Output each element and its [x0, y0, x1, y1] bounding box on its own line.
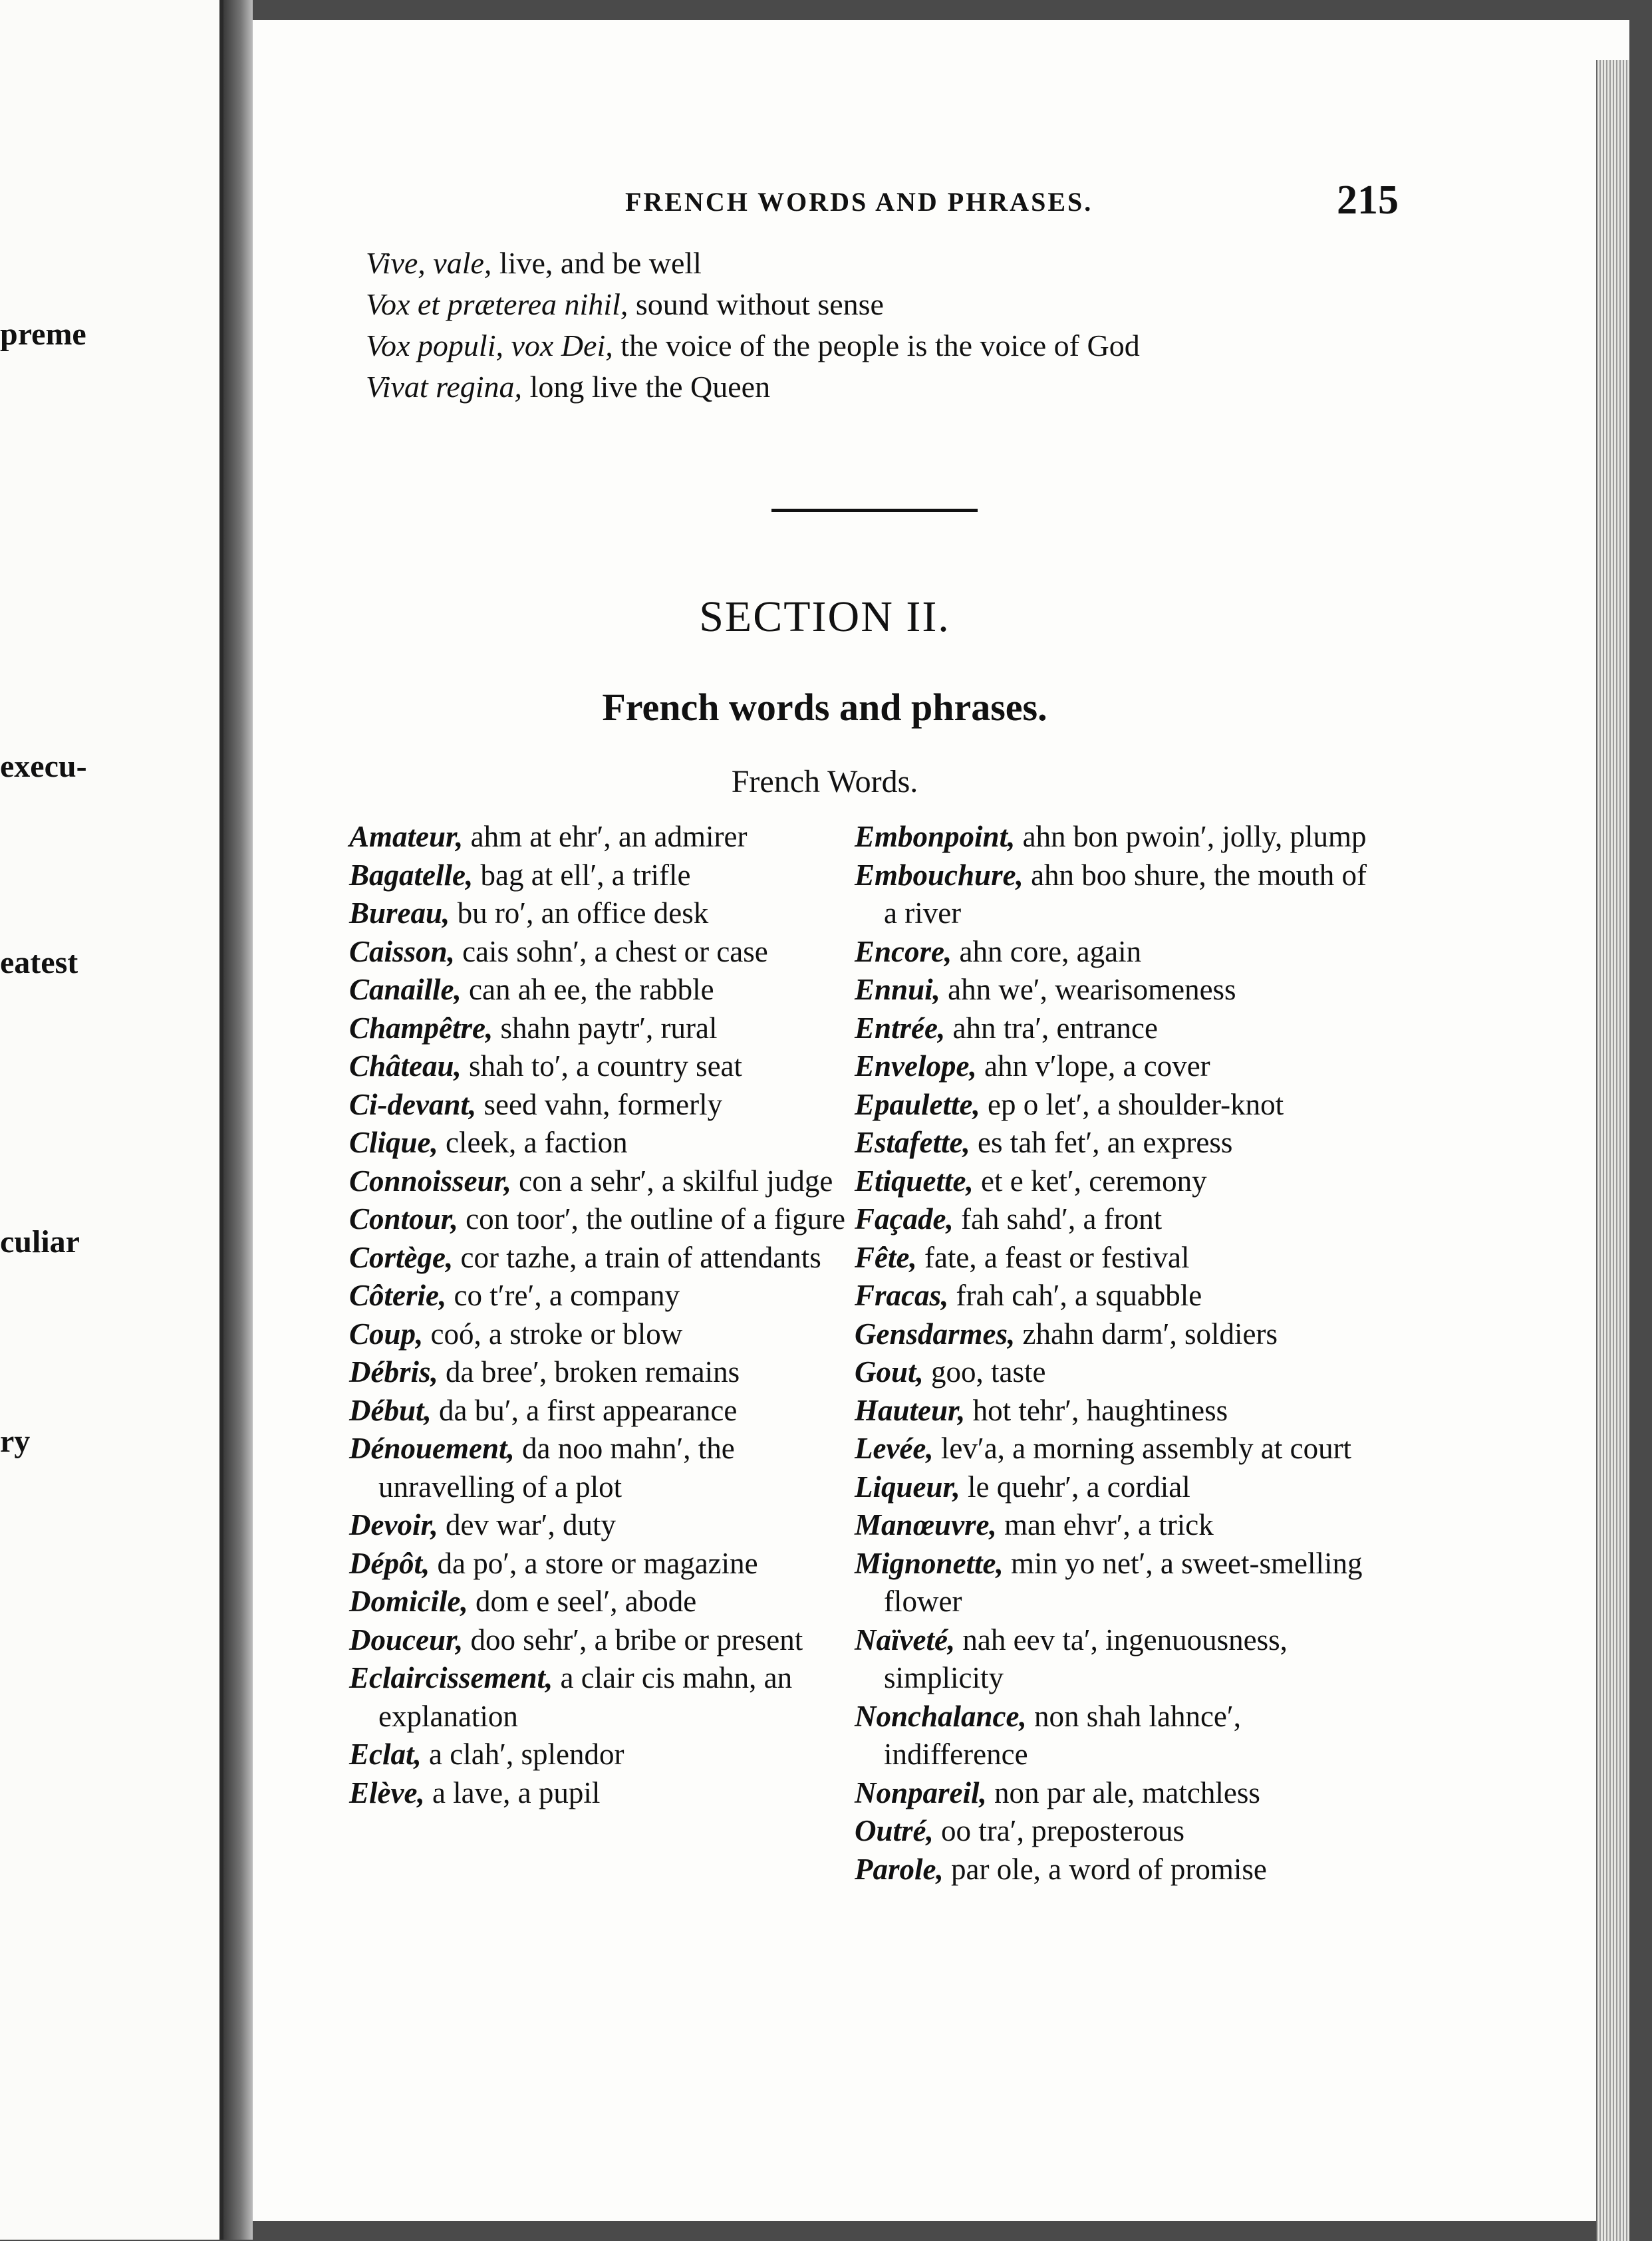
definition: man ehvr′, a trick [996, 1508, 1214, 1541]
section-divider [771, 509, 978, 512]
headword: Gout, [855, 1355, 924, 1388]
glossary-entry [855, 1851, 1387, 1889]
headword: Devoir, [349, 1508, 438, 1541]
headword: Ci-devant, [349, 1087, 477, 1121]
latin-meaning: sound without sense [628, 287, 884, 321]
glossary-entry [349, 1162, 855, 1201]
glossary-entry [855, 1009, 1387, 1048]
glossary-entry [349, 1239, 855, 1277]
headword: Mignonette, [855, 1546, 1004, 1580]
latin-phrase [366, 366, 1363, 408]
facing-page [0, 0, 223, 2240]
definition: zhahn darm′, soldiers [1015, 1317, 1278, 1351]
definition: ahn we′, wearisomeness [940, 973, 1236, 1006]
headword: Dénouement, [349, 1432, 515, 1465]
glossary-entry [855, 1621, 1387, 1698]
book-gutter [223, 0, 253, 2240]
definition: et e ket′, ceremony [973, 1164, 1207, 1198]
headword: Embonpoint, [855, 820, 1016, 853]
definition: ahn bon pwoin′, jolly, plump [1015, 820, 1367, 853]
definition: es tah fet′, an express [970, 1126, 1233, 1159]
latin-meaning: the voice of the people is the voice of God [613, 329, 1140, 362]
definition: shahn paytr′, rural [493, 1011, 718, 1045]
glossary-entry [349, 1430, 855, 1506]
headword: Château, [349, 1049, 462, 1083]
glossary-entry [349, 1315, 855, 1354]
glossary-entry [349, 1583, 855, 1621]
glossary-entry [349, 894, 855, 933]
definition: ahn tra′, entrance [945, 1011, 1158, 1045]
headword: Envelope, [855, 1049, 977, 1083]
latin-phrase [366, 284, 1363, 325]
glossary-entry [349, 1200, 855, 1239]
facing-page-fragment: culiar [0, 1224, 80, 1259]
definition: fate, a feast or festival [916, 1240, 1190, 1274]
definition: a clair cis mahn, an explanation [378, 1661, 793, 1733]
glossary-entry [855, 1506, 1387, 1545]
glossary-entry [855, 971, 1387, 1009]
definition: non par ale, matchless [986, 1776, 1260, 1809]
headword: Fête, [855, 1240, 917, 1274]
definition: fah sahd′, a front [953, 1202, 1163, 1236]
definition: da noo mahn′, the unravelling of a plot [378, 1432, 735, 1504]
definition: min yo net′, a sweet-smelling flower [884, 1546, 1363, 1618]
headword: Encore, [855, 934, 952, 968]
headword: Clique, [349, 1126, 438, 1159]
glossary-entry [349, 1659, 855, 1736]
page-number: 215 [1337, 178, 1399, 223]
glossary-entry [855, 1124, 1387, 1162]
definition: shah to′, a country seat [461, 1049, 743, 1083]
definition: bag at ell′, a trifle [473, 858, 691, 892]
headword: Parole, [855, 1852, 944, 1886]
headword: Fracas, [855, 1279, 949, 1312]
definition: con a sehr′, a skilful judge [511, 1164, 833, 1198]
glossary-entry [349, 1736, 855, 1774]
glossary-entry [349, 857, 855, 895]
glossary-entry [855, 1430, 1387, 1468]
section-subtitle: French words and phrases. [602, 686, 1047, 729]
headword: Eclaircissement, [349, 1661, 553, 1694]
glossary-entry [349, 1009, 855, 1048]
glossary-entry [349, 1545, 855, 1583]
glossary-entry [855, 1545, 1387, 1621]
glossary-column-right [855, 818, 1387, 1889]
headword: Domicile, [349, 1585, 468, 1618]
page-edges [1596, 60, 1629, 2241]
glossary-entry [855, 1392, 1387, 1430]
headword: Epaulette, [855, 1087, 980, 1121]
headword: Caisson, [349, 934, 455, 968]
facing-page-fragment: eatest [0, 945, 78, 980]
definition: non shah lahnce′, indifference [884, 1699, 1242, 1771]
headword: Bagatelle, [349, 858, 474, 892]
headword: Nonchalance, [855, 1699, 1027, 1733]
headword: Coup, [349, 1317, 424, 1351]
definition: a lave, a pupil [424, 1776, 601, 1809]
definition: bu ro′, an office desk [450, 896, 709, 930]
running-head: FRENCH WORDS AND PHRASES. [625, 187, 1093, 217]
headword: Dépôt, [349, 1546, 430, 1580]
glossary-entry [855, 1468, 1387, 1507]
definition: cor tazhe, a train of attendants [453, 1240, 821, 1274]
definition: da bree′, broken remains [438, 1355, 740, 1388]
glossary-entry [855, 1086, 1387, 1124]
headword: Elève, [349, 1776, 425, 1809]
headword: Canaille, [349, 973, 462, 1006]
definition: ahn boo shure, the mouth of a river [884, 858, 1367, 930]
headword: Naïveté, [855, 1623, 956, 1656]
headword: Etiquette, [855, 1164, 974, 1198]
definition: doo sehr′, a bribe or present [463, 1623, 803, 1656]
glossary-entry [855, 1200, 1387, 1239]
headword: Nonpareil, [855, 1776, 987, 1809]
definition: con toor′, the outline of a figure [458, 1202, 846, 1236]
glossary-entry [349, 1277, 855, 1315]
definition: da bu′, a first appearance [431, 1393, 738, 1427]
latin-phrase [366, 325, 1363, 366]
glossary-entry [349, 933, 855, 972]
glossary-entry [855, 1277, 1387, 1315]
definition: da po′, a store or magazine [430, 1546, 758, 1580]
glossary-entry [855, 1162, 1387, 1201]
headword: Façade, [855, 1202, 954, 1236]
glossary-entry [349, 1774, 855, 1813]
glossary-entry [855, 857, 1387, 933]
headword: Connoisseur, [349, 1164, 511, 1198]
headword: Entrée, [855, 1011, 946, 1045]
latin-phrase [366, 243, 1363, 284]
headword: Début, [349, 1393, 432, 1427]
glossary-entry [349, 1621, 855, 1660]
definition: seed vahn, formerly [476, 1087, 723, 1121]
definition: ahm at ehr′, an admirer [463, 820, 748, 853]
glossary-entry [349, 1124, 855, 1162]
definition: ahn core, again [952, 934, 1142, 968]
headword: Ennui, [855, 973, 940, 1006]
headword: Champêtre, [349, 1011, 493, 1045]
headword: Amateur, [349, 820, 464, 853]
definition: frah cah′, a squabble [948, 1279, 1202, 1312]
glossary-entry [349, 1047, 855, 1086]
words-heading: French Words. [731, 764, 918, 799]
latin-term: Vox et præterea nihil, [366, 287, 628, 321]
latin-term: Vivat regina, [366, 370, 523, 404]
headword: Contour, [349, 1202, 458, 1236]
glossary-entry [349, 971, 855, 1009]
latin-phrases [366, 243, 1363, 408]
headword: Estafette, [855, 1126, 970, 1159]
latin-meaning: live, and be well [491, 246, 702, 280]
latin-term: Vox populi, vox Dei, [366, 329, 613, 362]
section-title: SECTION II. [699, 593, 950, 641]
glossary-entry [855, 1353, 1387, 1392]
definition: par ole, a word of promise [943, 1852, 1267, 1886]
definition: cleek, a faction [438, 1126, 628, 1159]
definition: lev′a, a morning assembly at court [933, 1432, 1352, 1465]
headword: Douceur, [349, 1623, 464, 1656]
definition: dom e seel′, abode [468, 1585, 697, 1618]
glossary-column-left [349, 818, 855, 1812]
headword: Côterie, [349, 1279, 447, 1312]
facing-page-fragment: preme [0, 317, 86, 352]
definition: can ah ee, the rabble [461, 973, 714, 1006]
definition: hot tehr′, haughtiness [965, 1393, 1228, 1427]
headword: Débris, [349, 1355, 438, 1388]
definition: coó, a stroke or blow [423, 1317, 683, 1351]
headword: Liqueur, [855, 1470, 960, 1504]
facing-page-fragment: ry [0, 1424, 31, 1459]
glossary-entry [349, 818, 855, 857]
definition: cais sohn′, a chest or case [454, 934, 768, 968]
definition: goo, taste [923, 1355, 1046, 1388]
glossary-entry [349, 1392, 855, 1430]
headword: Embouchure, [855, 858, 1024, 892]
headword: Levée, [855, 1432, 934, 1465]
glossary-entry [855, 1698, 1387, 1774]
definition: le quehr′, a cordial [960, 1470, 1190, 1504]
definition: ahn v′lope, a cover [976, 1049, 1210, 1083]
glossary-entry [855, 1315, 1387, 1354]
definition: oo tra′, preposterous [933, 1814, 1185, 1847]
headword: Eclat, [349, 1738, 422, 1771]
headword: Bureau, [349, 896, 450, 930]
latin-meaning: long live the Queen [522, 370, 771, 404]
glossary-entry [855, 933, 1387, 972]
definition: a clah′, splendor [421, 1738, 624, 1771]
headword: Hauteur, [855, 1393, 966, 1427]
glossary-entry [855, 1812, 1387, 1851]
definition: nah eev ta′, ingenuousness, simplicity [884, 1623, 1288, 1694]
glossary-entry [855, 818, 1387, 857]
book-page [253, 20, 1629, 2221]
headword: Manœuvre, [855, 1508, 997, 1541]
glossary-entry [349, 1086, 855, 1124]
definition: dev war′, duty [438, 1508, 617, 1541]
glossary-entry [855, 1774, 1387, 1813]
headword: Gensdarmes, [855, 1317, 1016, 1351]
glossary-entry [855, 1239, 1387, 1277]
headword: Outré, [855, 1814, 934, 1847]
glossary-entry [349, 1506, 855, 1545]
facing-page-fragment: execu- [0, 749, 87, 784]
definition: co t′re′, a company [446, 1279, 680, 1312]
latin-term: Vive, vale, [366, 246, 492, 280]
glossary-entry [855, 1047, 1387, 1086]
glossary-entry [349, 1353, 855, 1392]
headword: Cortège, [349, 1240, 454, 1274]
definition: ep o let′, a shoulder-knot [980, 1087, 1284, 1121]
